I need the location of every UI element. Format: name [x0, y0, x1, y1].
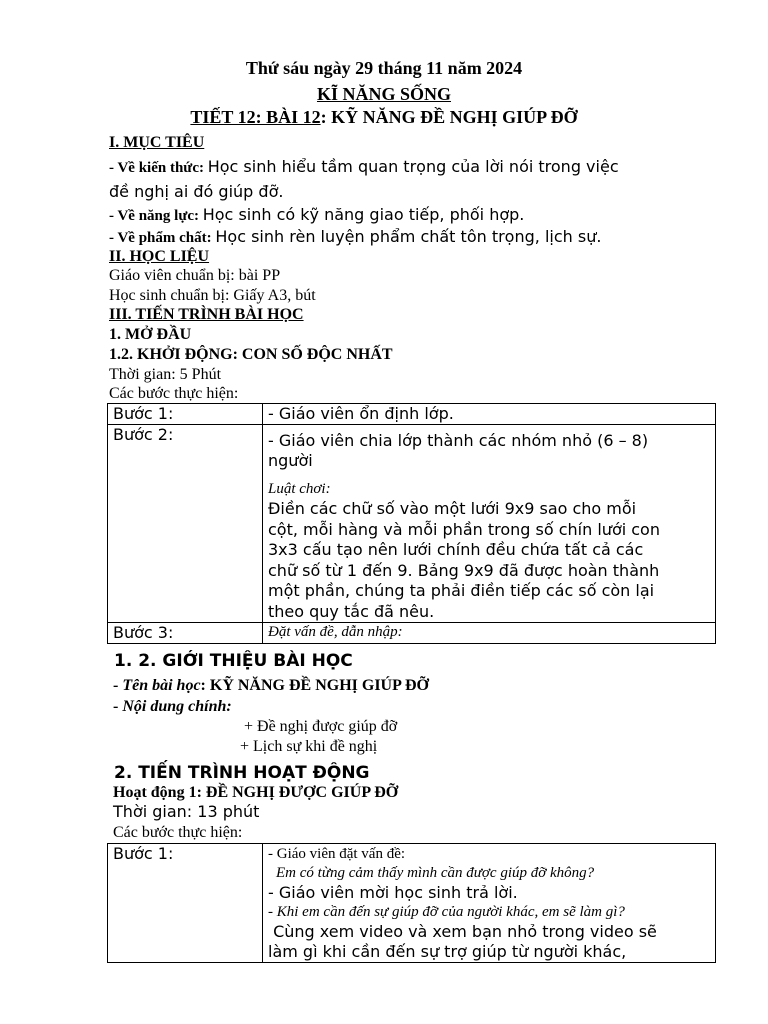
ability-label: - Về năng lực:: [109, 208, 203, 224]
main-content-item: + Đề nghị được giúp đỡ: [244, 718, 398, 735]
quality-label: - Về phẩm chất:: [109, 230, 216, 246]
video-line: Cùng xem video và xem bạn nhỏ trong video sẽ: [268, 922, 657, 941]
materials-student: Học sinh chuẩn bị: Giấy A3, bút: [109, 287, 316, 304]
rules-line: cột, mỗi hàng và mỗi phần trong số chín lưới con: [268, 519, 660, 539]
table-row: [108, 844, 716, 963]
step-label: Bước 1:: [108, 844, 263, 963]
process-heading: III. TIẾN TRÌNH BÀI HỌC: [109, 306, 304, 323]
main-content-line: - Nội dung chính:: [113, 698, 232, 715]
warmup-steps-label: Các bước thực hiện:: [109, 385, 239, 402]
quality-text: Học sinh rèn luyện phẩm chất tôn trọng, lịch sự.: [215, 227, 602, 246]
rules-label: Luật chơi:: [268, 481, 331, 497]
lesson-date: Thứ sáu ngày 29 tháng 11 năm 2024: [245, 58, 523, 78]
knowledge-label: - Về kiến thức:: [109, 160, 208, 176]
step-label: Bước 3:: [108, 623, 263, 644]
activity-1-steps-label: Các bước thực hiện:: [113, 824, 243, 841]
lesson-name: : KỸ NĂNG ĐỀ NGHỊ GIÚP ĐỠ: [320, 107, 578, 127]
group-instruction-1: - Giáo viên chia lớp thành các nhóm nhỏ (6 – 8): [268, 431, 649, 450]
materials-teacher: Giáo viên chuẩn bị: bài PP: [109, 267, 281, 284]
table-row: [108, 425, 716, 623]
video-line: làm gì khi cần đến sự trợ giúp từ người khác,: [268, 942, 627, 961]
step-content: - Giáo viên ổn định lớp.: [263, 404, 716, 425]
step-content: [263, 844, 716, 963]
question-line: - Khi em cần đến sự giúp đỡ của người khác, em sẽ làm gì?: [268, 904, 625, 920]
materials-heading: II. HỌC LIỆU: [109, 248, 210, 265]
table-row: [108, 404, 716, 425]
warmup-time: Thời gian: 5 Phút: [109, 366, 222, 383]
group-instruction-2: người: [268, 451, 313, 470]
rules-line: một phần, chúng ta phải điền tiếp các số còn lại: [268, 581, 655, 600]
rules-line: theo quy tắc đã nêu.: [268, 601, 435, 621]
intro-heading: 1. MỞ ĐẦU: [109, 326, 192, 343]
lesson-number: TIẾT 12: BÀI 12: [190, 107, 321, 127]
step-label: Bước 1:: [108, 404, 263, 425]
warmup-steps-table: [107, 403, 716, 644]
rules-line: Điền các chữ số vào một lưới 9x9 sao cho mỗi: [268, 499, 637, 518]
subject-title: KĨ NĂNG SỐNG: [316, 84, 451, 104]
lesson-name-label: Tên bài học: [122, 677, 201, 694]
quality-line: [109, 227, 601, 247]
activity-1-time: Thời gian: 13 phút: [113, 802, 260, 821]
lesson-name-line: - Tên bài học: KỸ NĂNG ĐỀ NGHỊ GIÚP ĐỠ: [113, 677, 429, 694]
warmup-heading: 1.2. KHỞI ĐỘNG: CON SỐ ĐỘC NHẤT: [109, 346, 393, 363]
step-content: [263, 425, 716, 623]
activities-heading: 2. TIẾN TRÌNH HOẠT ĐỘNG: [114, 763, 370, 783]
table-bottom-edge: [107, 641, 716, 644]
main-content-item: + Lịch sự khi đề nghị: [240, 738, 378, 755]
step-label: Bước 2:: [108, 425, 263, 623]
main-content-label: Nội dung chính:: [122, 698, 232, 715]
knowledge-text: Học sinh hiểu tầm quan trọng của lời nói trong việc: [207, 157, 619, 176]
lesson-intro-heading: 1. 2. GIỚI THIỆU BÀI HỌC: [114, 651, 353, 671]
ability-line: [109, 205, 524, 225]
activity-1-title: Hoạt động 1: ĐỀ NGHỊ ĐƯỢC GIÚP ĐỠ: [113, 784, 399, 801]
rules-line: chữ số từ 1 đến 9. Bảng 9x9 đã được hoàn thành: [268, 560, 660, 580]
lesson-title: [0, 107, 768, 128]
knowledge-line-1: [109, 157, 619, 177]
activity-steps-table: [107, 843, 716, 963]
knowledge-line-2: đề nghị ai đó giúp đỡ.: [109, 182, 284, 201]
lesson-name-value: : KỸ NĂNG ĐỀ NGHỊ GIÚP ĐỠ: [200, 677, 429, 694]
rules-line: 3x3 cấu tạo nên lưới chính đều chứa tất cả các: [268, 540, 644, 559]
teacher-prompt: - Giáo viên đặt vấn đề:: [268, 846, 406, 862]
question-line: Em có từng cảm thấy mình cần được giúp đỡ không?: [276, 865, 595, 881]
step-content: Đặt vấn đề, dẫn nhập:: [263, 623, 716, 644]
ability-text: Học sinh có kỹ năng giao tiếp, phối hợp.: [202, 205, 525, 224]
teacher-invite: - Giáo viên mời học sinh trả lời.: [268, 883, 518, 902]
objectives-heading: I. MỤC TIÊU: [109, 134, 205, 151]
